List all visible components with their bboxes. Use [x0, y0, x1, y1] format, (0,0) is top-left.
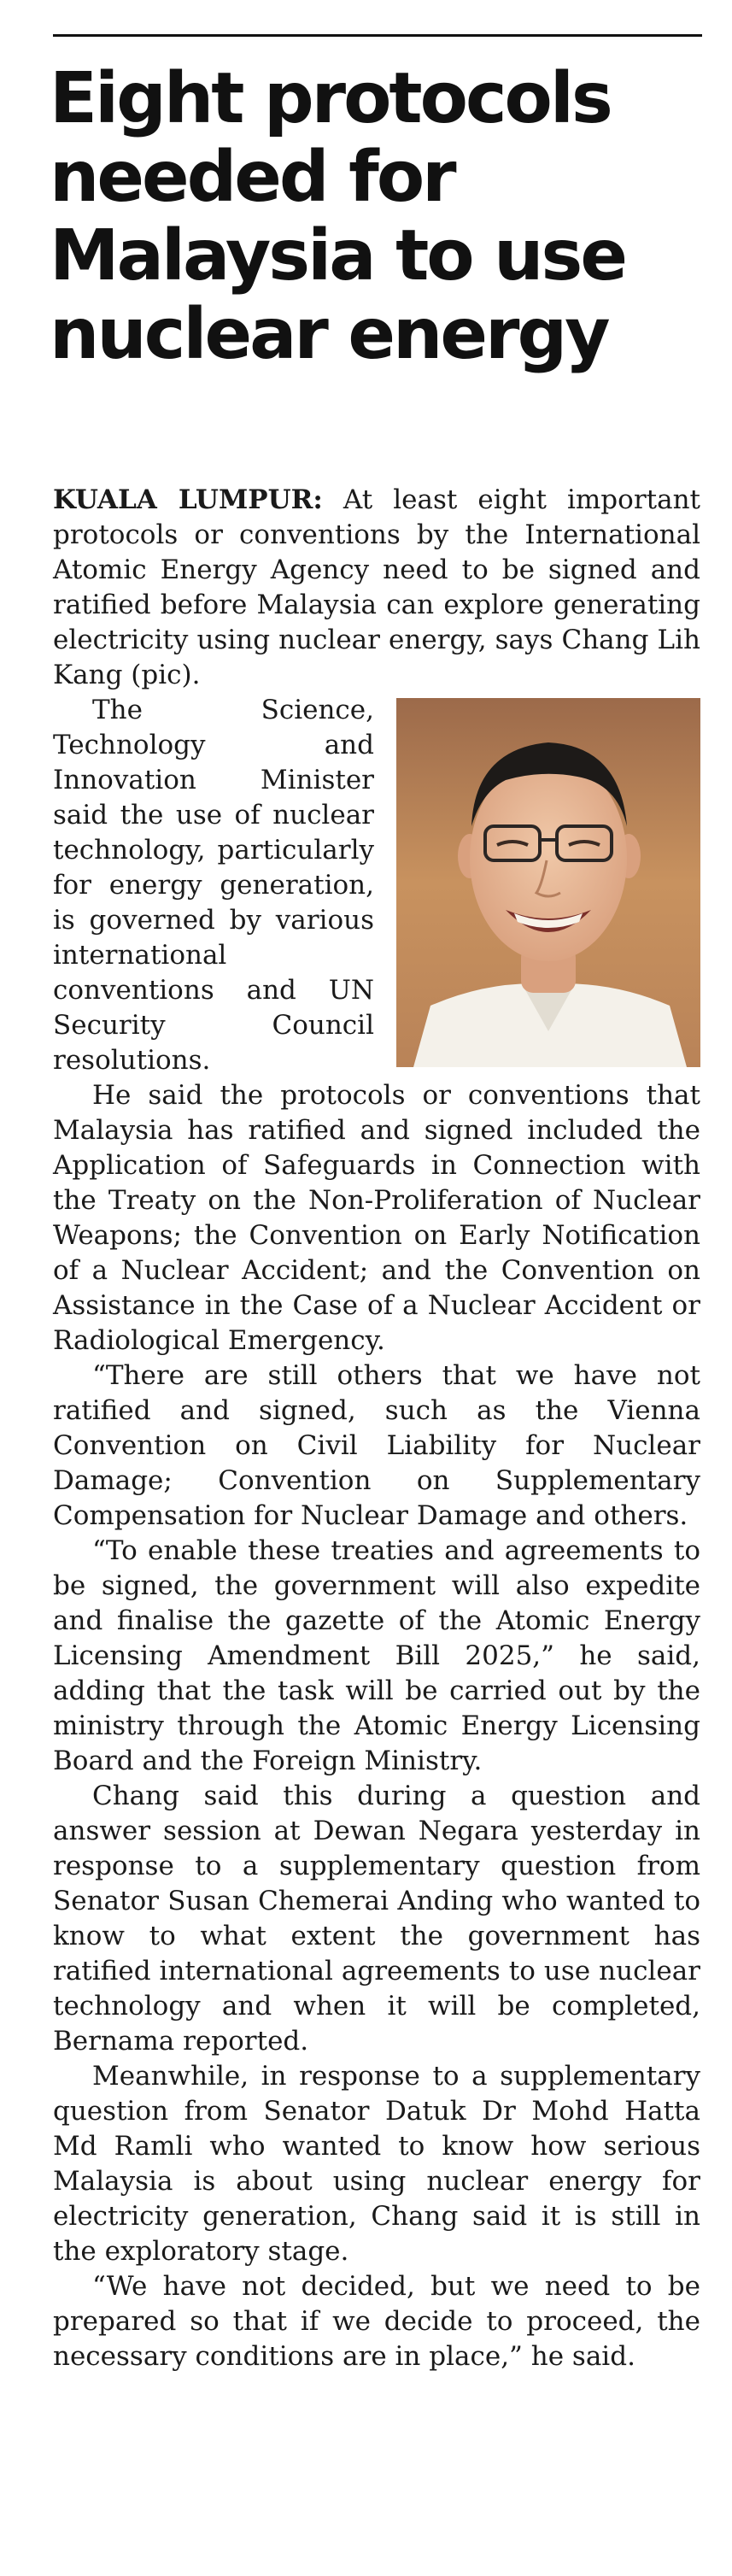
paragraph-text: At least eight important protocols or conventions by the International Atomic Energy Agency need to be signed and ratified before Malaysia can explore generating electricity using nuclear energy, says Chang Lih Kang (pic).: [53, 484, 700, 690]
paragraph: “To enable these treaties and agreements to be signed, the government will also expedite and finalise the gazette of the Atomic Energy Licensing Amendment Bill 2025,” he said, adding that the task will be carried out by the ministry through the Atomic Energy Licensing Board and the Foreign Ministry.: [53, 1535, 700, 1776]
paragraph: The Science, Technology and Innovation Minister said the use of nuclear technology, particularly for energy generation, is governed by various international conventions and UN Security Council resolutions.: [53, 695, 374, 1076]
article-body: [53, 483, 700, 2374]
top-rule: [53, 34, 702, 37]
paragraph-lead: [53, 483, 700, 693]
headline-line: needed for: [50, 137, 454, 218]
paragraph: “We have not decided, but we need to be prepared so that if we decide to proceed, the necessary conditions are in place,” he said.: [53, 2271, 700, 2372]
portrait-photo: [396, 698, 700, 1067]
paragraph: Chang said this during a question and answer session at Dewan Negara yesterday in response to a supplementary question from Senator Susan Chemerai Anding who wanted to know to what extent the government has ratified international agreements to use nuclear technology and when it will be completed, Bernama reported.: [53, 1781, 700, 2057]
headline-line: nuclear energy: [50, 294, 608, 375]
paragraph: He said the protocols or conventions that Malaysia has ratified and signed included the Application of Safeguards in Connection with the Treaty on the Non-Proliferation of Nuclear Weapons; the Convention on Early Notification of a Nuclear Accident; and the Convention on Assistance in the Case of a Nuclear Accident or Radiological Emergency.: [53, 1080, 700, 1356]
portrait-photo-icon: [396, 698, 700, 1067]
headline-line: Malaysia to use: [50, 215, 625, 296]
headline-line: Eight protocols: [50, 58, 611, 139]
dateline: KUALA LUMPUR:: [53, 484, 323, 515]
headline: [50, 60, 707, 374]
paragraph: Meanwhile, in response to a supplementary question from Senator Datuk Dr Mohd Hatta Md Ramli who wanted to know how serious Malaysia is about using nuclear energy for electricity generation, Chang said it is still in the exploratory stage.: [53, 2061, 700, 2267]
paragraph: “There are still others that we have not ratified and signed, such as the Vienna Convention on Civil Liability for Nuclear Damage; Convention on Supplementary Compensation for Nuclear Damage and others.: [53, 1360, 700, 1531]
